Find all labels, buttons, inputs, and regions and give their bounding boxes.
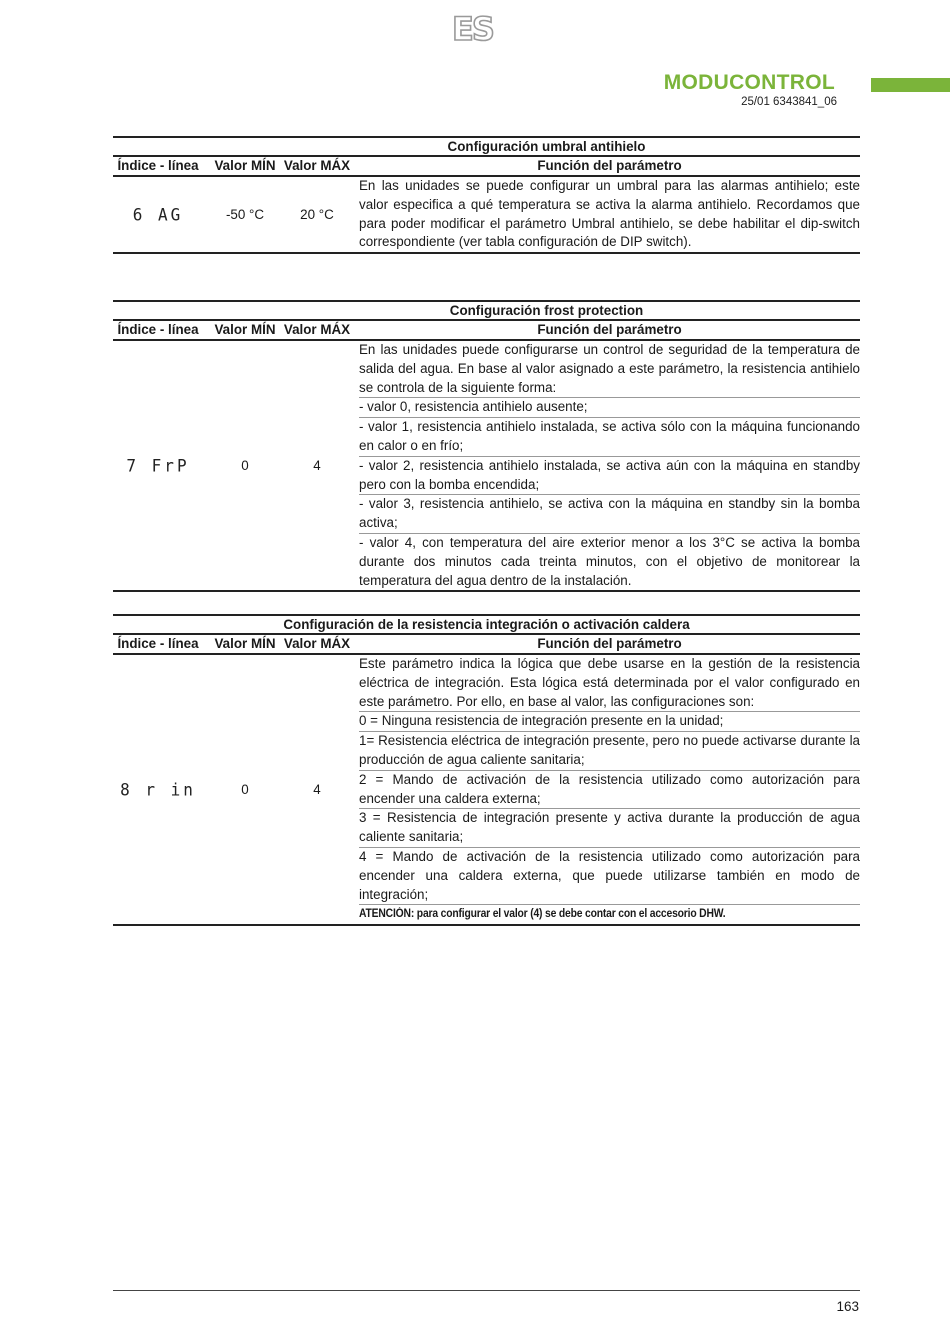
table-row xyxy=(113,339,860,592)
brand-title: MODUCONTROL xyxy=(663,71,835,94)
function-option: 3 = Resistencia de integración presente y activa durante la producción de agua caliente sanitaria; xyxy=(359,808,860,847)
col-index-header: Índice - línea xyxy=(117,322,199,337)
table-integration-heater xyxy=(113,614,860,926)
col-min-header: Valor MÍN xyxy=(214,322,276,337)
table-title: Configuración de la resistencia integración o activación caldera xyxy=(283,617,690,632)
function-option: - valor 0, resistencia antihielo ausente; xyxy=(359,397,860,417)
table-header xyxy=(113,319,860,339)
table-row xyxy=(113,175,860,254)
table-header xyxy=(113,633,860,653)
col-index-header: Índice - línea xyxy=(117,636,199,651)
footer-rule xyxy=(113,1290,860,1291)
max-value: 4 xyxy=(313,458,321,474)
min-value: -50 °C xyxy=(225,207,265,223)
accent-bar xyxy=(871,78,950,92)
function-option: - valor 3, resistencia antihielo, se activa con la máquina en standby sin la bomba activa; xyxy=(359,494,860,533)
table-title: Configuración frost protection xyxy=(449,303,644,318)
table-header xyxy=(113,155,860,175)
function-text: Este parámetro indica la lógica que debe usarse en la gestión de la resistencia eléctrica de integración. Esta lógica está determinada por el valor configurado en este parámetro. Por ello, en base al valor, las configuraciones son: xyxy=(359,656,860,709)
max-value: 20 °C xyxy=(300,207,334,223)
col-index-header: Índice - línea xyxy=(117,158,199,173)
function-option: - valor 2, resistencia antihielo instalada, se activa aún con la máquina en standby pero con la bomba encendida; xyxy=(359,456,860,495)
function-option: 1= Resistencia eléctrica de integración presente, pero no puede activarse durante la producción de agua caliente sanitaria; xyxy=(359,731,860,770)
col-function-header: Función del parámetro xyxy=(537,158,682,173)
col-max-header: Valor MÁX xyxy=(283,322,351,337)
attention-note-text: ATENCIÓN: para configurar el valor (4) se debe contar con el accesorio DHW. xyxy=(359,908,726,921)
function-option: 4 = Mando de activación de la resistencia utilizado como autorización para encender una caldera externa, que puede utilizarse también en modo de integración; xyxy=(359,847,860,904)
function-option: 0 = Ninguna resistencia de integración presente en la unidad; xyxy=(359,711,860,731)
attention-note xyxy=(359,904,860,924)
table-frost-protection xyxy=(113,300,860,592)
index-display: 8 r in xyxy=(120,779,196,800)
col-max-header: Valor MÁX xyxy=(283,158,351,173)
table-title: Configuración umbral antihielo xyxy=(447,139,646,154)
min-value: 0 xyxy=(241,458,249,474)
min-value: 0 xyxy=(241,782,249,798)
function-text: En las unidades puede configurarse un control de seguridad de la temperatura de salida del agua. En base al valor asignado a este parámetro, la resistencia antihielo se controla de la siguiente forma: xyxy=(359,342,860,395)
max-value: 4 xyxy=(313,782,321,798)
function-option: - valor 4, con temperatura del aire exterior menor a los 3°C se activa la bomba durante dos minutos cada treinta minutos, con el objetivo de monitorear la temperatura del agua dentro de la instalación. xyxy=(359,533,860,590)
function-option: 2 = Mando de activación de la resistencia utilizado como autorización para encender una caldera externa; xyxy=(359,770,860,809)
col-function-header: Función del parámetro xyxy=(537,322,682,337)
index-display: 6 AG xyxy=(132,204,184,225)
col-function-header: Función del parámetro xyxy=(537,636,682,651)
col-max-header: Valor MÁX xyxy=(283,636,351,651)
page-number: 163 xyxy=(836,1299,859,1314)
function-text: En las unidades se puede configurar un umbral para las alarmas antihielo; este valor especifica a qué temperatura se activa la alarma antihielo. Recordamos que para poder modificar el parámetro Umbral antihielo, se debe habilitar el dip-switch correspondiente (ver tabla configuración de DIP switch). xyxy=(359,178,860,250)
document-reference: 25/01 6343841_06 xyxy=(741,96,837,108)
table-row xyxy=(113,653,860,926)
function-option: - valor 1, resistencia antihielo instalada, se activa sólo con la máquina funcionando en calor o en frío; xyxy=(359,417,860,456)
language-label: ES xyxy=(452,10,493,48)
col-min-header: Valor MÍN xyxy=(214,158,276,173)
col-min-header: Valor MÍN xyxy=(214,636,276,651)
table-antifreeze-threshold xyxy=(113,136,860,254)
index-display: 7 FrP xyxy=(126,455,190,476)
